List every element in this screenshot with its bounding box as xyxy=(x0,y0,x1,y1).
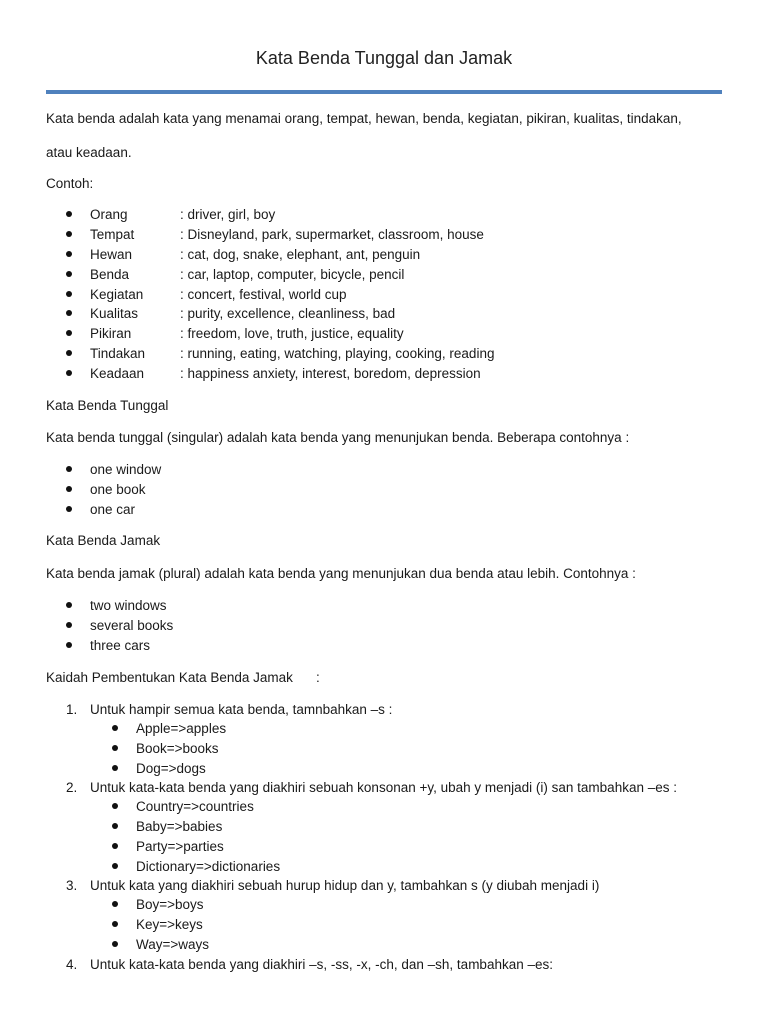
list-item xyxy=(66,481,146,499)
example-item xyxy=(112,896,204,914)
list-item xyxy=(66,305,396,323)
category-examples: : purity, excellence, cleanliness, bad xyxy=(180,306,396,321)
category-examples: : happiness anxiety, interest, boredom, depression xyxy=(180,366,481,381)
list-item-text: one car xyxy=(90,502,136,517)
rule-number: 4. xyxy=(66,957,78,972)
category-examples: : concert, festival, world cup xyxy=(180,287,347,302)
category-examples: : Disneyland, park, supermarket, classroom, house xyxy=(180,227,484,242)
list-item xyxy=(66,226,484,244)
list-item xyxy=(66,286,347,304)
list-item xyxy=(66,501,136,519)
bullet-icon xyxy=(66,602,72,608)
category-term: Kualitas xyxy=(90,306,139,321)
example-text: Book=>books xyxy=(136,741,219,756)
example-text: Party=>parties xyxy=(136,839,224,854)
tunggal-heading: Kata Benda Tunggal xyxy=(46,398,169,413)
bullet-icon xyxy=(66,506,72,512)
list-item xyxy=(66,325,404,343)
category-examples: : car, laptop, computer, bicycle, pencil xyxy=(180,267,405,282)
bullet-icon xyxy=(66,466,72,472)
rule-text: Untuk kata yang diakhiri sebuah hurup hidup dan y, tambahkan s (y diubah menjadi i) xyxy=(90,878,600,893)
bullet-icon xyxy=(66,330,72,336)
list-item xyxy=(66,617,174,635)
bullet-icon xyxy=(112,765,118,771)
category-term: Pikiran xyxy=(90,326,132,341)
example-item xyxy=(112,818,223,836)
example-item xyxy=(112,798,254,816)
bullet-icon xyxy=(112,745,118,751)
example-text: Way=>ways xyxy=(136,937,210,952)
bullet-icon xyxy=(112,863,118,869)
list-item xyxy=(66,365,481,383)
list-item xyxy=(66,266,405,284)
category-term: Tindakan xyxy=(90,346,146,361)
bullet-icon xyxy=(112,725,118,731)
category-term: Kegiatan xyxy=(90,287,144,302)
list-item xyxy=(66,246,421,264)
list-item-text: one window xyxy=(90,462,162,477)
bullet-icon xyxy=(112,941,118,947)
rule-text: Untuk kata-kata benda yang diakhiri –s, -ss, -x, -ch, dan –sh, tambahkan –es: xyxy=(90,957,553,972)
category-term: Orang xyxy=(90,207,128,222)
example-text: Key=>keys xyxy=(136,917,203,932)
bullet-icon xyxy=(112,803,118,809)
bullet-icon xyxy=(66,486,72,492)
category-term: Tempat xyxy=(90,227,135,242)
kaidah-colon: : xyxy=(316,670,320,685)
bullet-icon xyxy=(66,350,72,356)
category-examples: : driver, girl, boy xyxy=(180,207,276,222)
list-item xyxy=(66,461,162,479)
category-term: Hewan xyxy=(90,247,133,262)
intro-text-line-1: Kata benda adalah kata yang menamai orang, tempat, hewan, benda, kegiatan, pikiran, kualitas, tindakan, xyxy=(46,111,682,126)
bullet-icon xyxy=(112,901,118,907)
jamak-heading: Kata Benda Jamak xyxy=(46,533,161,548)
example-item xyxy=(112,760,206,778)
category-term: Benda xyxy=(90,267,130,282)
category-term: Keadaan xyxy=(90,366,145,381)
example-text: Apple=>apples xyxy=(136,721,227,736)
example-text: Boy=>boys xyxy=(136,897,204,912)
example-item xyxy=(112,916,203,934)
example-item xyxy=(112,740,219,758)
contoh-label: Contoh: xyxy=(46,176,94,191)
rule-number: 3. xyxy=(66,878,78,893)
bullet-icon xyxy=(66,642,72,648)
bullet-icon xyxy=(112,921,118,927)
list-item xyxy=(66,637,151,655)
rule-text: Untuk kata-kata benda yang diakhiri sebuah konsonan +y, ubah y menjadi (i) san tambahkan –es : xyxy=(90,780,677,795)
list-item-text: several books xyxy=(90,618,174,633)
example-item xyxy=(112,936,210,954)
bullet-icon xyxy=(66,251,72,257)
bullet-icon xyxy=(112,843,118,849)
example-text: Country=>countries xyxy=(136,799,254,814)
title-underline xyxy=(46,90,722,94)
rule-text: Untuk hampir semua kata benda, tamnbahkan –s : xyxy=(90,702,393,717)
list-item xyxy=(66,345,495,363)
bullet-icon xyxy=(66,231,72,237)
example-text: Dog=>dogs xyxy=(136,761,206,776)
rule-number: 2. xyxy=(66,780,78,795)
category-examples: : freedom, love, truth, justice, equality xyxy=(180,326,404,341)
bullet-icon xyxy=(66,291,72,297)
category-examples: : running, eating, watching, playing, cooking, reading xyxy=(180,346,495,361)
example-item xyxy=(112,858,281,876)
bullet-icon xyxy=(66,370,72,376)
list-item-text: three cars xyxy=(90,638,151,653)
kaidah-heading xyxy=(46,669,320,687)
bullet-icon xyxy=(66,211,72,217)
bullet-icon xyxy=(112,823,118,829)
list-item-text: one book xyxy=(90,482,146,497)
tunggal-description: Kata benda tunggal (singular) adalah kata benda yang menunjukan benda. Beberapa contohnya : xyxy=(46,430,630,445)
category-examples: : cat, dog, snake, elephant, ant, penguin xyxy=(180,247,421,262)
bullet-icon xyxy=(66,310,72,316)
bullet-icon xyxy=(66,271,72,277)
jamak-description: Kata benda jamak (plural) adalah kata benda yang menunjukan dua benda atau lebih. Contohnya : xyxy=(46,566,636,581)
intro-text-line-2: atau keadaan. xyxy=(46,145,132,160)
list-item xyxy=(66,206,276,224)
list-item-text: two windows xyxy=(90,598,167,613)
example-text: Dictionary=>dictionaries xyxy=(136,859,281,874)
list-item xyxy=(66,597,167,615)
example-text: Baby=>babies xyxy=(136,819,223,834)
kaidah-heading-text: Kaidah Pembentukan Kata Benda Jamak xyxy=(46,670,293,685)
page-title: Kata Benda Tunggal dan Jamak xyxy=(255,48,513,68)
example-item xyxy=(112,838,224,856)
rule-number: 1. xyxy=(66,702,78,717)
bullet-icon xyxy=(66,622,72,628)
example-item xyxy=(112,720,227,738)
